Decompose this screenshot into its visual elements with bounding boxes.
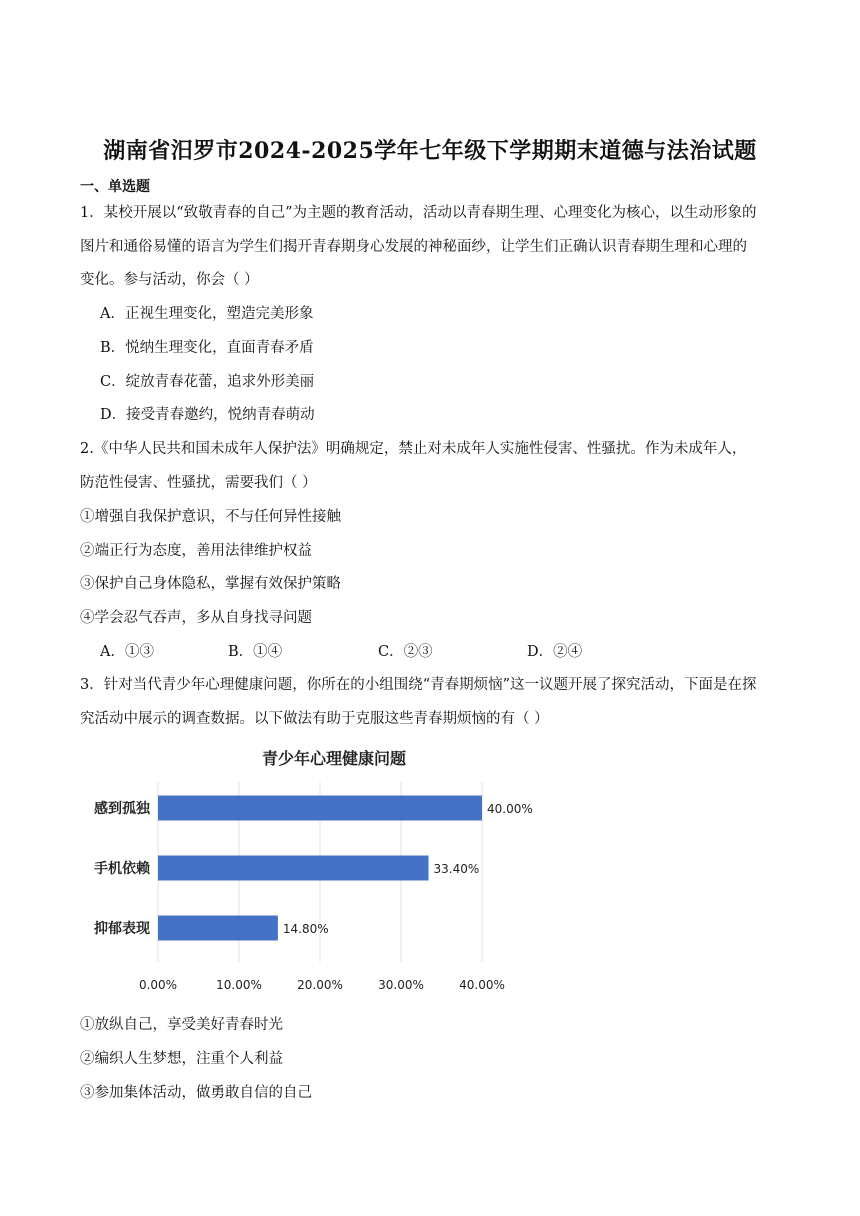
data-label: 33.40% bbox=[433, 862, 480, 876]
q3-statement: ①放纵自己，享受美好青春时光 bbox=[80, 1017, 283, 1033]
data-label: 40.00% bbox=[487, 802, 533, 816]
q2-statement: ④学会忍气吞声，多从自身找寻问题 bbox=[80, 610, 312, 626]
q2-option-d: D．②④ bbox=[527, 644, 583, 660]
x-tick-label: 10.00% bbox=[216, 978, 262, 992]
q1-option-d: D．接受青春邀约，悦纳青春萌动 bbox=[100, 407, 315, 423]
x-tick-label: 30.00% bbox=[378, 978, 424, 992]
q1-text-line: 1．某校开展以“致敬青春的自己”为主题的教育活动，活动以青春期生理、心理变化为核心，以生动形象的 bbox=[80, 205, 757, 221]
category-label: 抑郁表现 bbox=[94, 921, 150, 937]
q2-text-line: 2.《中华人民共和国未成年人保护法》明确规定，禁止对未成年人实施性侵害、性骚扰。作为未成年人， bbox=[80, 441, 747, 457]
q1-option-b: B．悦纳生理变化，直面青春矛盾 bbox=[100, 340, 314, 356]
page-title: 湖南省汨罗市2024-2025学年七年级下学期期末道德与法治试题 bbox=[103, 138, 757, 164]
x-tick-label: 40.00% bbox=[459, 978, 505, 992]
q3-statement: ③参加集体活动，做勇敢自信的自己 bbox=[80, 1085, 312, 1101]
q2-statement: ③保护自己身体隐私，掌握有效保护策略 bbox=[80, 576, 341, 592]
q3-text-line: 究活动中展示的调查数据。以下做法有助于克服这些青春期烦恼的有（ ） bbox=[80, 711, 549, 727]
section-heading: 一、单选题 bbox=[80, 179, 150, 195]
data-label: 14.80% bbox=[282, 922, 329, 936]
x-tick-label: 20.00% bbox=[297, 978, 343, 992]
q2-option-c: C．②③ bbox=[378, 644, 433, 660]
bar bbox=[158, 856, 429, 881]
q1-option-c: C．绽放青春花蕾，追求外形美丽 bbox=[100, 374, 315, 390]
chart-title: 青少年心理健康问题 bbox=[261, 749, 407, 768]
x-tick-label: 0.00% bbox=[138, 978, 178, 992]
q1-text-line: 变化。参与活动，你会（ ） bbox=[80, 272, 259, 288]
q2-option-b: B．①④ bbox=[228, 644, 283, 660]
bar bbox=[158, 796, 482, 821]
bar-chart bbox=[80, 740, 550, 1002]
q2-option-a: A．①③ bbox=[100, 644, 154, 660]
category-label: 感到孤独 bbox=[94, 801, 150, 817]
q3-text-line: 3．针对当代青少年心理健康问题，你所在的小组围绕“青春期烦恼”这一议题开展了探究活动，下面是在探 bbox=[80, 677, 757, 693]
q2-statement: ②端正行为态度，善用法律维护权益 bbox=[80, 543, 312, 559]
q2-statement: ①增强自我保护意识，不与任何异性接触 bbox=[80, 509, 341, 525]
q2-text-line: 防范性侵害、性骚扰，需要我们（ ） bbox=[80, 475, 317, 491]
q1-option-a: A．正视生理变化，塑造完美形象 bbox=[100, 306, 314, 322]
category-label: 手机依赖 bbox=[94, 861, 150, 877]
q1-text-line: 图片和通俗易懂的语言为学生们揭开青春期身心发展的神秘面纱，让学生们正确认识青春期生理和心理的 bbox=[80, 239, 747, 255]
bar bbox=[158, 916, 278, 941]
q3-statement: ②编织人生梦想，注重个人利益 bbox=[80, 1051, 283, 1067]
